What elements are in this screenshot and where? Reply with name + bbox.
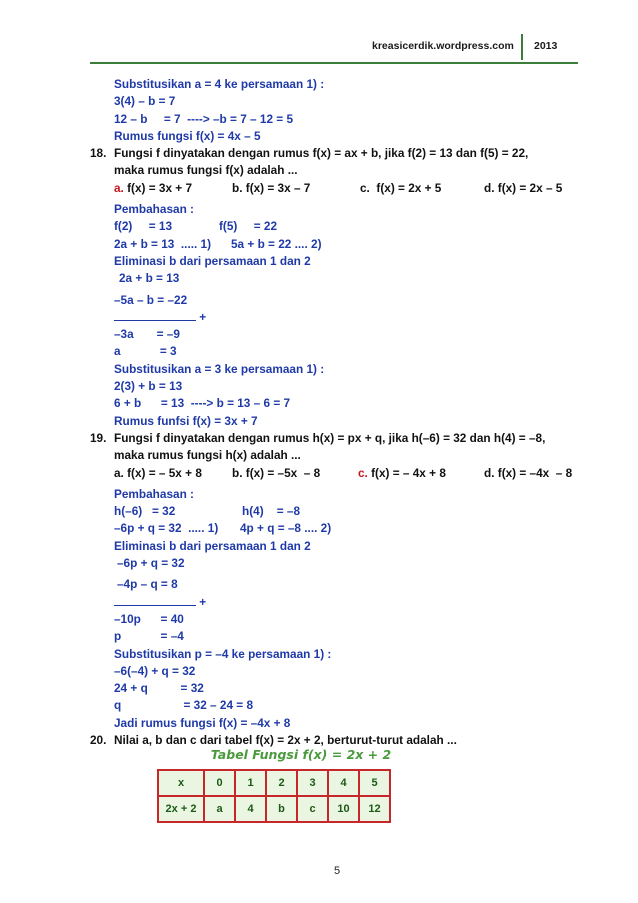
option-d: d. f(x) = –4x – 8	[484, 465, 573, 480]
equation: 5a + b = 22 .... 2)	[231, 236, 322, 251]
question-text: maka rumus fungsi f(x) adalah ...	[114, 163, 298, 178]
option-c: c. f(x) = 2x + 5	[360, 180, 442, 195]
equation: 4p + q = –8 .... 2)	[240, 521, 332, 536]
text-line: Eliminasi b dari persamaan 1 dan 2	[114, 538, 311, 553]
text-line: Substitusikan a = 4 ke persamaan 1) :	[114, 77, 325, 91]
solution	[90, 486, 590, 732]
table-cell: 2	[266, 770, 297, 796]
question-number: 20.	[90, 732, 107, 747]
text-line: 3(4) – b = 7	[114, 94, 176, 109]
equation: 2a + b = 13	[119, 271, 180, 286]
question-19	[90, 430, 590, 732]
function-table-figure	[157, 745, 405, 823]
equation: 24 + q = 32	[114, 681, 204, 696]
solution	[90, 201, 590, 430]
options	[90, 180, 590, 197]
option-c: c. f(x) = – 4x + 8	[358, 465, 446, 480]
equation: –6p + q = 32 ..... 1)	[114, 521, 219, 536]
solution-heading: Pembahasan :	[114, 202, 194, 217]
equation: –10p = 40	[114, 611, 184, 626]
header-rule	[90, 62, 578, 64]
table-cell: b	[266, 796, 297, 822]
page-content	[90, 76, 590, 749]
solution-heading: Pembahasan :	[114, 486, 194, 501]
options	[90, 465, 590, 482]
equation: –6(–4) + q = 32	[114, 663, 196, 678]
question-number: 19.	[90, 430, 107, 445]
text-line: 12 – b = 7 ----> –b = 7 – 12 = 5	[114, 111, 294, 126]
question-18	[90, 145, 590, 430]
equation: 6 + b = 13 ----> b = 13 – 6 = 7	[114, 396, 291, 411]
table-cell: 2x + 2	[158, 796, 204, 822]
question-text: Nilai a, b dan c dari tabel f(x) = 2x + 2, berturut-turut adalah ...	[114, 732, 457, 747]
table-cell: 1	[235, 770, 266, 796]
table-cell: 12	[359, 796, 390, 822]
top-block	[90, 76, 590, 145]
table-cell: a	[204, 796, 235, 822]
table-cell: x	[158, 770, 204, 796]
table-row	[158, 796, 390, 822]
option-b: b. f(x) = –5x – 8	[232, 465, 321, 480]
header-divider	[521, 34, 523, 60]
question-text: Fungsi f dinyatakan dengan rumus f(x) = ax + b, jika f(2) = 13 dan f(5) = 22,	[114, 146, 529, 161]
table-cell: 5	[359, 770, 390, 796]
table-cell: 3	[297, 770, 328, 796]
equation: 2a + b = 13 ..... 1)	[114, 236, 212, 251]
sum-line: +	[114, 594, 590, 611]
equation: f(5) = 22	[219, 219, 278, 234]
equation: q = 32 – 24 = 8	[114, 698, 254, 713]
text-line: Substitusikan p = –4 ke persamaan 1) :	[114, 646, 332, 661]
header-site: kreasicerdik.wordpress.com	[372, 40, 514, 52]
header-year: 2013	[534, 40, 558, 52]
equation: h(–6) = 32	[114, 504, 176, 519]
text-line: Substitusikan a = 3 ke persamaan 1) :	[114, 361, 325, 376]
option-a: a. f(x) = – 5x + 8	[114, 465, 202, 480]
table-cell: 0	[204, 770, 235, 796]
question-number: 18.	[90, 146, 107, 161]
equation: –6p + q = 32	[117, 556, 185, 571]
table-title: Tabel Fungsi f(x) = 2x + 2	[210, 747, 392, 762]
table-row	[158, 770, 390, 796]
equation: a = 3	[114, 344, 177, 359]
table-cell: 4	[235, 796, 266, 822]
table-cell: c	[297, 796, 328, 822]
equation: f(2) = 13	[114, 219, 173, 234]
text-line: Rumus funfsi f(x) = 3x + 7	[114, 413, 258, 428]
equation: –5a – b = –22	[114, 292, 188, 307]
sum-line: +	[114, 309, 590, 326]
option-a: a. f(x) = 3x + 7	[114, 180, 193, 195]
equation: –4p – q = 8	[117, 577, 178, 592]
equation: –3a = –9	[114, 327, 180, 342]
equation: h(4) = –8	[242, 504, 301, 519]
question-text: Fungsi f dinyatakan dengan rumus h(x) = px + q, jika h(–6) = 32 dan h(4) = –8,	[114, 430, 546, 445]
question-text: maka rumus fungsi h(x) adalah ...	[114, 448, 301, 463]
equation: 2(3) + b = 13	[114, 379, 183, 394]
option-d: d. f(x) = 2x – 5	[484, 180, 563, 195]
table-cell: 4	[328, 770, 359, 796]
option-b: b. f(x) = 3x – 7	[232, 180, 311, 195]
function-table	[157, 769, 391, 823]
page-number: 5	[334, 865, 341, 877]
text-line: Jadi rumus fungsi f(x) = –4x + 8	[114, 715, 291, 730]
table-cell: 10	[328, 796, 359, 822]
text-line: Rumus fungsi f(x) = 4x – 5	[114, 128, 261, 143]
text-line: Eliminasi b dari persamaan 1 dan 2	[114, 253, 311, 268]
equation: p = –4	[114, 629, 184, 644]
